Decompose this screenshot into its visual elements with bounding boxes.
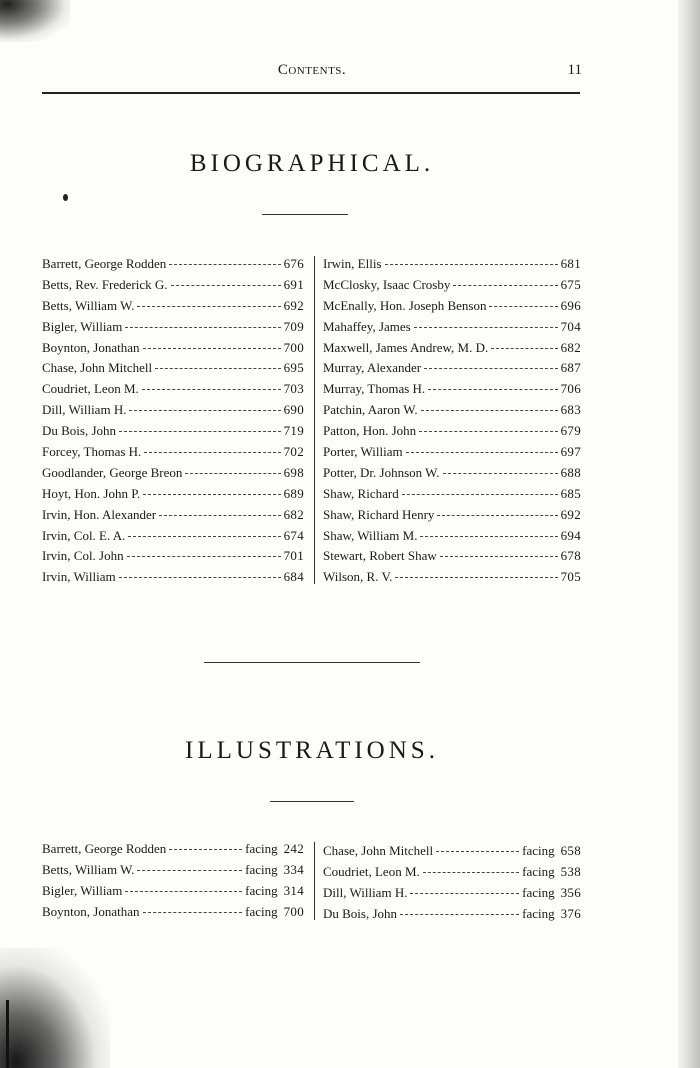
entry-facing-label: facing	[245, 882, 278, 898]
contents-entry	[42, 484, 304, 505]
entry-name: Murray, Thomas H.	[323, 381, 426, 397]
entry-page-number: 334	[283, 861, 304, 877]
dot-leader	[143, 339, 281, 349]
dot-leader	[421, 401, 558, 411]
entry-name: Shaw, Richard	[323, 485, 399, 501]
entry-page-number: 356	[560, 884, 581, 900]
dot-leader	[385, 255, 558, 265]
entry-name: Irvin, Col. E. A.	[42, 527, 126, 543]
dot-leader	[169, 255, 280, 265]
ink-smudge-top-left	[0, 0, 70, 42]
entry-name: Murray, Alexander	[323, 360, 422, 376]
contents-entry	[42, 881, 304, 902]
dot-leader	[142, 380, 281, 390]
contents-entry	[42, 860, 304, 881]
dot-leader	[428, 380, 557, 390]
entry-name: Betts, William W.	[42, 297, 135, 313]
contents-entry	[42, 463, 304, 484]
entry-page-number: 706	[560, 381, 581, 397]
contents-entry	[42, 421, 304, 442]
contents-entry	[323, 379, 581, 400]
entry-page-number: 703	[283, 381, 304, 397]
contents-entry	[42, 400, 304, 421]
dot-leader	[169, 840, 242, 850]
dot-leader	[395, 568, 557, 578]
entry-name: Irvin, Col. John	[42, 548, 124, 564]
dot-leader	[185, 464, 280, 474]
contents-entry	[323, 254, 581, 275]
entry-page-number: 709	[283, 318, 304, 334]
scan-edge-mark	[6, 1000, 9, 1068]
entry-name: Betts, Rev. Frederick G.	[42, 276, 168, 292]
dot-leader	[443, 464, 558, 474]
dot-leader	[489, 297, 557, 307]
contents-entry	[323, 505, 581, 526]
contents-entry	[323, 358, 581, 379]
running-head	[42, 58, 582, 86]
dot-leader	[419, 422, 557, 432]
entry-facing-label: facing	[522, 905, 555, 921]
entry-name: Boynton, Jonathan	[42, 903, 140, 919]
contents-entry	[42, 296, 304, 317]
contents-entry	[42, 275, 304, 296]
entry-page-number: 719	[283, 423, 304, 439]
entry-name: Boynton, Jonathan	[42, 339, 140, 355]
entry-name: Maxwell, James Andrew, M. D.	[323, 339, 489, 355]
contents-entry	[323, 296, 581, 317]
entry-name: Patchin, Aaron W.	[323, 402, 418, 418]
entry-page-number: 684	[283, 569, 304, 585]
dot-leader	[128, 527, 280, 537]
biographical-heading: BIOGRAPHICAL.	[189, 150, 435, 177]
entry-name: Coudriet, Leon M.	[323, 863, 420, 879]
dot-leader	[491, 339, 557, 349]
entry-facing-label: facing	[245, 841, 278, 856]
dot-leader	[129, 401, 280, 411]
entry-name: Hoyt, Hon. John P.	[42, 485, 141, 501]
biographical-left-column	[42, 254, 304, 588]
dot-leader	[143, 903, 243, 913]
dot-leader	[424, 359, 558, 369]
dot-leader	[125, 882, 242, 892]
header-rule	[42, 92, 580, 94]
entry-name: McEnally, Hon. Joseph Benson	[323, 297, 487, 313]
entry-page-number: 681	[560, 256, 581, 271]
contents-entry	[323, 400, 581, 421]
contents-entry	[323, 275, 581, 296]
entry-page-number: 376	[560, 905, 581, 921]
entry-page-number: 683	[560, 402, 581, 418]
contents-entry	[323, 883, 581, 904]
biographical-heading-rule	[262, 214, 348, 215]
entry-page-number: 676	[283, 256, 304, 271]
illustrations-column-divider	[314, 842, 315, 920]
entry-page-number: 682	[560, 339, 581, 355]
biographical-right-column	[323, 254, 581, 588]
page-edge-shadow	[678, 0, 700, 1068]
entry-name: Barrett, George Rodden	[42, 256, 167, 271]
entry-page-number: 538	[560, 863, 581, 879]
contents-entry	[42, 902, 304, 923]
entry-page-number: 682	[283, 506, 304, 522]
contents-entry	[42, 505, 304, 526]
entry-name: Chase, John Mitchell	[42, 360, 153, 376]
contents-entry	[323, 421, 581, 442]
contents-entry	[323, 317, 581, 338]
entry-name: Irvin, Hon. Alexander	[42, 506, 157, 522]
dot-leader	[440, 547, 558, 557]
contents-entry	[323, 526, 581, 547]
entry-page-number: 704	[560, 318, 581, 334]
entry-name: Potter, Dr. Johnson W.	[323, 464, 440, 480]
dot-leader	[414, 318, 558, 328]
dot-leader	[137, 861, 242, 871]
entry-page-number: 700	[283, 903, 304, 919]
contents-entry	[323, 338, 581, 359]
entry-page-number: 658	[560, 843, 581, 858]
entry-facing-label: facing	[522, 884, 555, 900]
entry-page-number: 687	[560, 360, 581, 376]
entry-name: Bigler, William	[42, 882, 123, 898]
entry-page-number: 691	[283, 276, 304, 292]
running-head-title: Contents.	[277, 62, 347, 78]
entry-name: Chase, John Mitchell	[323, 843, 434, 858]
illustrations-heading: ILLUSTRATIONS.	[185, 737, 439, 764]
biographical-column-divider	[314, 256, 315, 584]
entry-name: Shaw, William M.	[323, 527, 418, 543]
contents-entry	[42, 567, 304, 588]
entry-name: Forcey, Thomas H.	[42, 444, 142, 460]
dot-leader	[423, 863, 519, 873]
section-divider-rule	[204, 662, 420, 663]
entry-page-number: 678	[560, 548, 581, 564]
entry-page-number: 689	[283, 485, 304, 501]
contents-entry	[323, 463, 581, 484]
contents-entry	[42, 379, 304, 400]
entry-page-number: 695	[283, 360, 304, 376]
contents-entry	[323, 841, 581, 862]
illustrations-heading-rule	[270, 801, 354, 802]
entry-page-number: 694	[560, 527, 581, 543]
entry-name: Porter, William	[323, 444, 403, 460]
dot-leader	[437, 506, 557, 516]
contents-entry	[323, 567, 581, 588]
entry-name: Stewart, Robert Shaw	[323, 548, 437, 564]
entry-name: Du Bois, John	[323, 905, 398, 921]
contents-entry	[42, 526, 304, 547]
entry-name: Du Bois, John	[42, 423, 117, 439]
entry-facing-label: facing	[522, 843, 555, 858]
dot-leader	[420, 527, 557, 537]
dot-leader	[406, 443, 558, 453]
dot-leader	[410, 884, 519, 894]
entry-page-number: 690	[283, 402, 304, 418]
entry-page-number: 705	[560, 569, 581, 585]
contents-entry	[323, 862, 581, 883]
entry-name: Irwin, Ellis	[323, 256, 382, 271]
contents-entry	[42, 338, 304, 359]
entry-name: Mahaffey, James	[323, 318, 411, 334]
entry-page-number: 675	[560, 276, 581, 292]
entry-name: Dill, William H.	[42, 402, 127, 418]
dot-leader	[125, 318, 280, 328]
contents-entry	[323, 546, 581, 567]
entry-page-number: 701	[283, 548, 304, 564]
dot-leader	[159, 506, 281, 516]
entry-facing-label: facing	[522, 863, 555, 879]
ink-speck	[63, 194, 68, 201]
entry-page-number: 242	[283, 841, 304, 856]
illustrations-right-column	[323, 841, 581, 925]
entry-name: McClosky, Isaac Crosby	[323, 276, 451, 292]
entry-page-number: 679	[560, 423, 581, 439]
entry-page-number: 697	[560, 444, 581, 460]
dot-leader	[402, 485, 558, 495]
entry-page-number: 674	[283, 527, 304, 543]
contents-entry	[42, 317, 304, 338]
entry-page-number: 698	[283, 464, 304, 480]
contents-entry	[323, 904, 581, 925]
entry-page-number: 700	[283, 339, 304, 355]
dot-leader	[400, 905, 519, 915]
dot-leader	[436, 842, 519, 852]
dot-leader	[144, 443, 280, 453]
entry-name: Barrett, George Rodden	[42, 841, 167, 856]
contents-entry	[323, 442, 581, 463]
entry-page-number: 685	[560, 485, 581, 501]
entry-page-number: 692	[283, 297, 304, 313]
contents-entry	[42, 442, 304, 463]
dot-leader	[171, 276, 281, 286]
contents-entry	[42, 358, 304, 379]
entry-page-number: 688	[560, 464, 581, 480]
entry-name: Patton, Hon. John	[323, 423, 417, 439]
entry-name: Dill, William H.	[323, 884, 408, 900]
dot-leader	[137, 297, 280, 307]
contents-entry	[42, 254, 304, 275]
entry-name: Betts, William W.	[42, 861, 135, 877]
entry-page-number: 696	[560, 297, 581, 313]
contents-entry	[42, 839, 304, 860]
dot-leader	[119, 568, 281, 578]
entry-page-number: 692	[560, 506, 581, 522]
entry-name: Irvin, William	[42, 569, 116, 585]
dot-leader	[143, 485, 280, 495]
entry-facing-label: facing	[245, 861, 278, 877]
dot-leader	[119, 422, 281, 432]
entry-name: Shaw, Richard Henry	[323, 506, 435, 522]
entry-page-number: 314	[283, 882, 304, 898]
entry-page-number: 702	[283, 444, 304, 460]
ink-smudge-bottom-left	[0, 948, 110, 1068]
contents-entry	[323, 484, 581, 505]
entry-name: Bigler, William	[42, 318, 123, 334]
entry-name: Wilson, R. V.	[323, 569, 393, 585]
dot-leader	[453, 276, 557, 286]
dot-leader	[127, 547, 281, 557]
dot-leader	[155, 359, 280, 369]
entry-name: Goodlander, George Breon	[42, 464, 183, 480]
entry-facing-label: facing	[245, 903, 278, 919]
contents-entry	[42, 546, 304, 567]
illustrations-left-column	[42, 839, 304, 923]
page-number: 11	[567, 62, 582, 78]
entry-name: Coudriet, Leon M.	[42, 381, 139, 397]
